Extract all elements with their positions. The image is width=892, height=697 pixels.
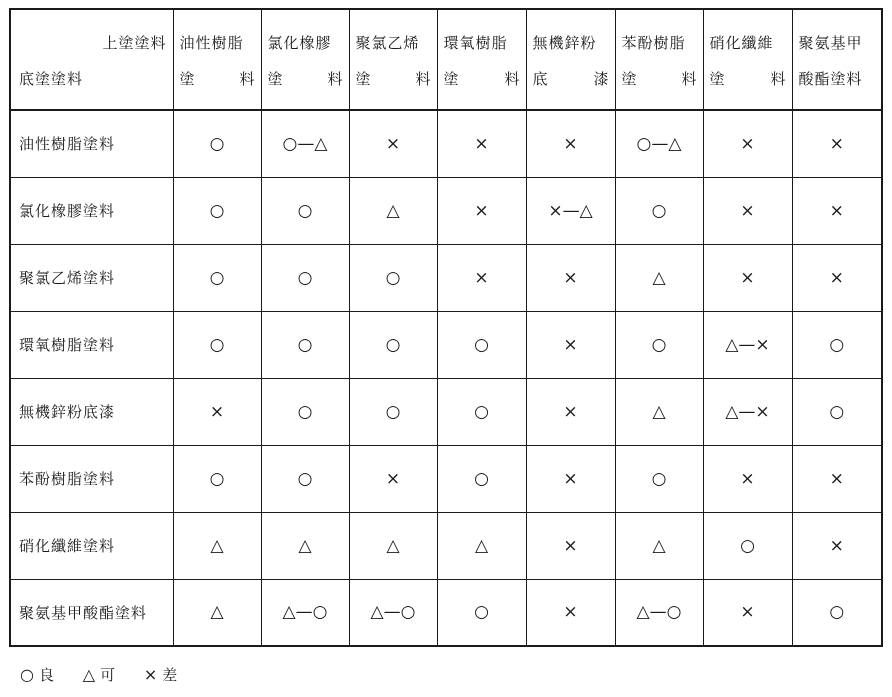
rating-cell: ○ <box>615 177 703 244</box>
column-header <box>349 9 437 110</box>
rating-cell: △—○ <box>349 579 437 646</box>
rating-cell: ○ <box>792 579 882 646</box>
column-header <box>615 9 703 110</box>
rating-cell: △ <box>173 512 261 579</box>
row-header: 苯酚樹脂塗料 <box>10 445 173 512</box>
column-header-char: 塗 <box>709 70 725 88</box>
column-header-char: 底 <box>532 70 548 88</box>
rating-cell: × <box>437 244 526 311</box>
row-header: 聚氨基甲酸酯塗料 <box>10 579 173 646</box>
row-header: 氯化橡膠塗料 <box>10 177 173 244</box>
rating-cell: × <box>526 579 615 646</box>
rating-cell: △ <box>349 177 437 244</box>
corner-cell <box>10 9 173 110</box>
column-header-line2 <box>444 68 520 89</box>
rating-cell: × <box>792 244 882 311</box>
rating-cell: △ <box>437 512 526 579</box>
column-header-line1: 氯化橡膠 <box>267 34 332 52</box>
column-header-char: 塗 <box>179 70 195 88</box>
rating-cell: ○ <box>703 512 792 579</box>
legend-label: 可 <box>100 666 117 684</box>
rating-cell: × <box>703 579 792 646</box>
rating-cell: ○ <box>261 445 349 512</box>
column-header <box>173 9 261 110</box>
column-header-line1: 聚氯乙烯 <box>355 34 420 52</box>
column-header-char: 漆 <box>593 70 609 88</box>
rating-cell: ○ <box>615 311 703 378</box>
rating-cell: × <box>792 110 882 177</box>
rating-cell: × <box>526 311 615 378</box>
table-row <box>10 579 882 646</box>
column-header-line2 <box>356 68 431 89</box>
rating-cell: △—○ <box>261 579 349 646</box>
rating-cell: ○ <box>792 311 882 378</box>
rating-cell: ○ <box>261 177 349 244</box>
legend-item-fair <box>83 666 116 684</box>
rating-cell: △—× <box>703 311 792 378</box>
rating-cell: ○—△ <box>615 110 703 177</box>
header-row <box>10 9 882 110</box>
rating-cell: ○ <box>173 445 261 512</box>
rating-cell: ○ <box>173 110 261 177</box>
rating-cell: × <box>526 378 615 445</box>
column-header-char: 料 <box>770 70 786 88</box>
column-header-char: 酸酯塗料 <box>798 70 863 88</box>
rating-cell: × <box>526 244 615 311</box>
rating-cell: × <box>703 244 792 311</box>
table-row <box>10 177 882 244</box>
rating-cell: ○ <box>437 445 526 512</box>
column-header-line1: 環氧樹脂 <box>443 34 508 52</box>
column-header-char: 塗 <box>443 70 459 88</box>
rating-cell: ○ <box>792 378 882 445</box>
rating-cell: ○ <box>349 311 437 378</box>
rating-cell: ○ <box>349 244 437 311</box>
rating-cell: ○ <box>173 311 261 378</box>
column-header <box>526 9 615 110</box>
row-header: 油性樹脂塗料 <box>10 110 173 177</box>
column-header-line1: 聚氨基甲 <box>798 34 863 52</box>
rating-cell: × <box>437 110 526 177</box>
table-row <box>10 378 882 445</box>
circle-symbol-icon: ○ <box>20 665 35 684</box>
rating-cell: × <box>792 512 882 579</box>
rating-cell: ○ <box>261 311 349 378</box>
column-header-line1: 硝化纖維 <box>709 34 774 52</box>
column-header-line2 <box>710 68 786 89</box>
rating-cell: × <box>526 512 615 579</box>
column-header-char: 料 <box>415 70 431 88</box>
column-header-char: 塗 <box>621 70 637 88</box>
table-row <box>10 244 882 311</box>
column-header-char: 料 <box>239 70 255 88</box>
rating-cell: △ <box>615 378 703 445</box>
column-header-line2 <box>533 68 609 89</box>
column-header <box>261 9 349 110</box>
rating-cell: ○ <box>437 579 526 646</box>
legend-item-good <box>20 666 55 684</box>
table-row <box>10 512 882 579</box>
rating-cell: ○—△ <box>261 110 349 177</box>
rating-cell: △ <box>615 512 703 579</box>
rating-cell: △ <box>615 244 703 311</box>
rating-cell: × <box>703 177 792 244</box>
rating-cell: × <box>526 445 615 512</box>
legend-item-poor <box>144 666 178 684</box>
table-row <box>10 445 882 512</box>
row-header: 無機鋅粉底漆 <box>10 378 173 445</box>
rating-cell: ○ <box>615 445 703 512</box>
table-row <box>10 110 882 177</box>
rating-cell: × <box>792 445 882 512</box>
column-header-line1: 油性樹脂 <box>179 34 244 52</box>
paint-compatibility-table <box>9 8 883 647</box>
rating-cell: × <box>526 110 615 177</box>
triangle-symbol-icon: △ <box>82 665 97 684</box>
rating-cell: ○ <box>437 378 526 445</box>
rating-cell: △—× <box>703 378 792 445</box>
rating-cell: × <box>703 445 792 512</box>
rating-cell: × <box>437 177 526 244</box>
column-header-char: 料 <box>681 70 697 88</box>
column-header-char: 料 <box>504 70 520 88</box>
topcoat-axis-label: 上塗塗料 <box>102 34 167 52</box>
rating-cell: ○ <box>261 378 349 445</box>
column-header-line2 <box>180 68 255 89</box>
cross-symbol-icon: × <box>143 665 159 684</box>
rating-cell: × <box>349 110 437 177</box>
rating-cell: ×—△ <box>526 177 615 244</box>
column-header-char: 塗 <box>355 70 371 88</box>
rating-cell: △ <box>261 512 349 579</box>
column-header-char: 塗 <box>267 70 283 88</box>
column-header <box>792 9 882 110</box>
legend-label: 差 <box>162 666 179 684</box>
rating-cell: △—○ <box>615 579 703 646</box>
rating-cell: ○ <box>173 177 261 244</box>
legend <box>20 664 200 685</box>
table-row <box>10 311 882 378</box>
row-header: 聚氯乙烯塗料 <box>10 244 173 311</box>
column-header <box>703 9 792 110</box>
column-header-line2 <box>268 68 343 89</box>
rating-cell: △ <box>349 512 437 579</box>
column-header-line2 <box>799 68 876 89</box>
rating-cell: ○ <box>173 244 261 311</box>
row-header: 環氧樹脂塗料 <box>10 311 173 378</box>
rating-cell: △ <box>173 579 261 646</box>
column-header-line1: 無機鋅粉 <box>532 34 597 52</box>
row-header: 硝化纖維塗料 <box>10 512 173 579</box>
column-header-line2 <box>622 68 697 89</box>
rating-cell: × <box>349 445 437 512</box>
rating-cell: ○ <box>261 244 349 311</box>
column-header-line1: 苯酚樹脂 <box>621 34 686 52</box>
rating-cell: ○ <box>437 311 526 378</box>
legend-label: 良 <box>38 666 55 684</box>
rating-cell: ○ <box>349 378 437 445</box>
column-header-char: 料 <box>327 70 343 88</box>
rating-cell: × <box>173 378 261 445</box>
column-header <box>437 9 526 110</box>
primer-axis-label: 底塗塗料 <box>19 70 84 88</box>
rating-cell: × <box>792 177 882 244</box>
rating-cell: × <box>703 110 792 177</box>
